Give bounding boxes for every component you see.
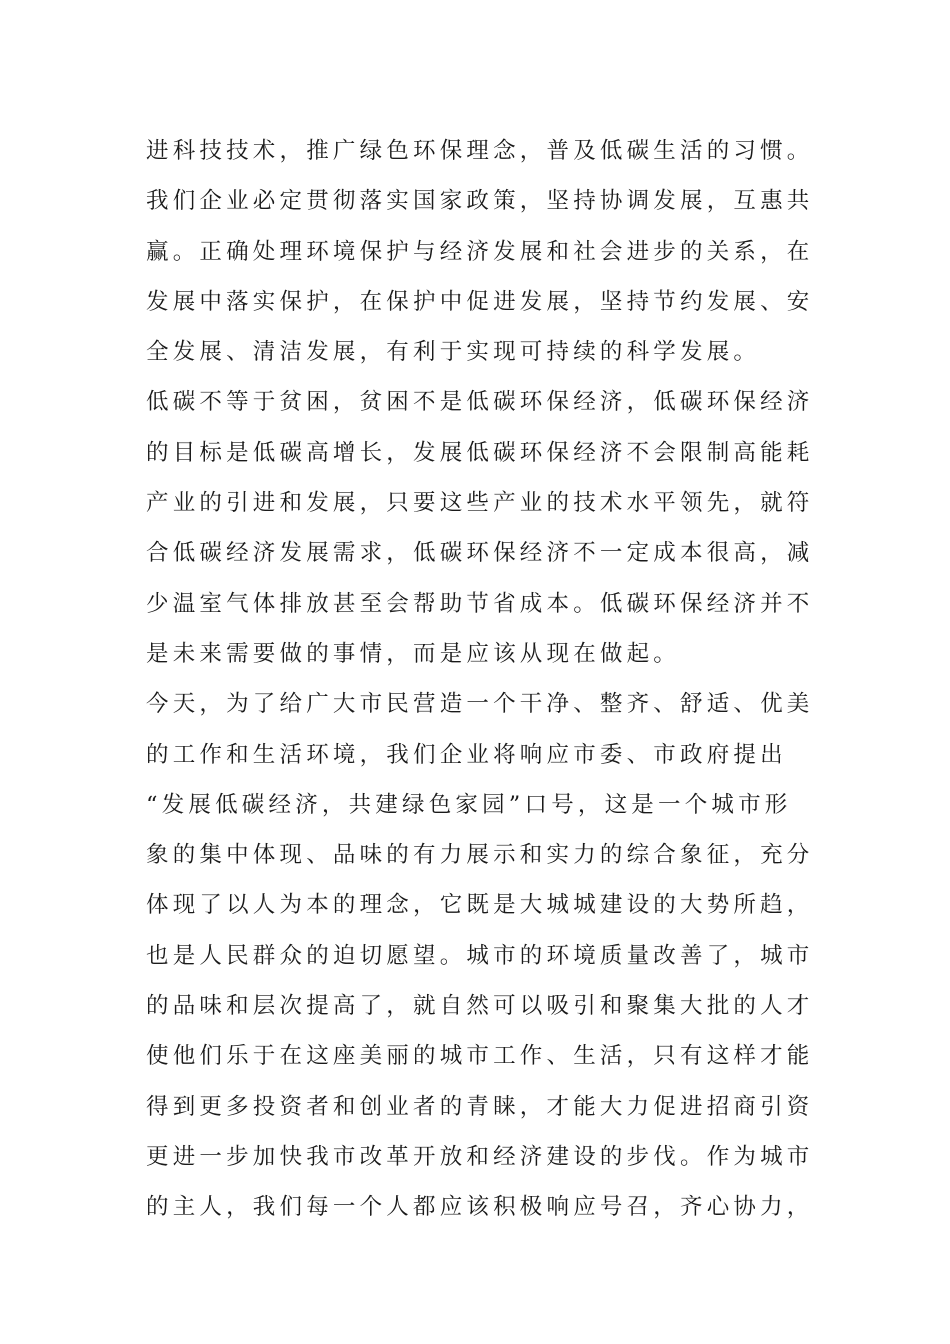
text-line: 使他们乐于在这座美丽的城市工作、生活，只有这样才能 <box>146 1043 814 1070</box>
text-line: 低碳不等于贫困，贫困不是低碳环保经济，低碳环保经济 <box>146 389 814 416</box>
text-line: 合低碳经济发展需求，低碳环保经济不一定成本很高，减 <box>146 540 814 567</box>
body-text <box>146 126 814 1233</box>
text-line: 的工作和生活环境，我们企业将响应市委、市政府提出 <box>146 741 787 768</box>
text-line: 产业的引进和发展，只要这些产业的技术水平领先，就符 <box>146 490 814 517</box>
text-line: 更进一步加快我市改革开放和经济建设的步伐。作为城市 <box>146 1143 814 1170</box>
text-line: 得到更多投资者和创业者的青睐，才能大力促进招商引资 <box>146 1093 814 1120</box>
text-line: 的品味和层次提高了，就自然可以吸引和聚集大批的人才 <box>146 993 814 1020</box>
text-line: 进科技技术，推广绿色环保理念，普及低碳生活的习惯。 <box>146 138 814 164</box>
text-line: 也是人民群众的迫切愿望。城市的环境质量改善了，城市 <box>146 942 814 969</box>
text-line: 体现了以人为本的理念，它既是大城城建设的大势所趋， <box>146 892 814 919</box>
text-line: 我们企业必定贯彻落实国家政策，坚持协调发展，互惠共 <box>146 188 814 215</box>
text-line: “发展低碳经济，共建绿色家园”口号，这是一个城市形 <box>146 791 792 818</box>
text-line: 全发展、清洁发展，有利于实现可持续的科学发展。 <box>146 339 761 366</box>
text-line: 发展中落实保护，在保护中促进发展，坚持节约发展、安 <box>146 288 814 315</box>
text-line: 的目标是低碳高增长，发展低碳环保经济不会限制高能耗 <box>146 439 814 466</box>
text-line: 赢。正确处理环境保护与经济发展和社会进步的关系，在 <box>146 238 814 265</box>
text-line: 象的集中体现、品味的有力展示和实力的综合象征，充分 <box>146 842 814 869</box>
text-line: 的主人，我们每一个人都应该积极响应号召，齐心协力， <box>146 1194 814 1221</box>
text-line: 今天，为了给广大市民营造一个干净、整齐、舒适、优美 <box>146 691 814 718</box>
text-line: 少温室气体排放甚至会帮助节省成本。低碳环保经济并不 <box>146 590 814 617</box>
text-line: 是未来需要做的事情，而是应该从现在做起。 <box>146 640 681 667</box>
